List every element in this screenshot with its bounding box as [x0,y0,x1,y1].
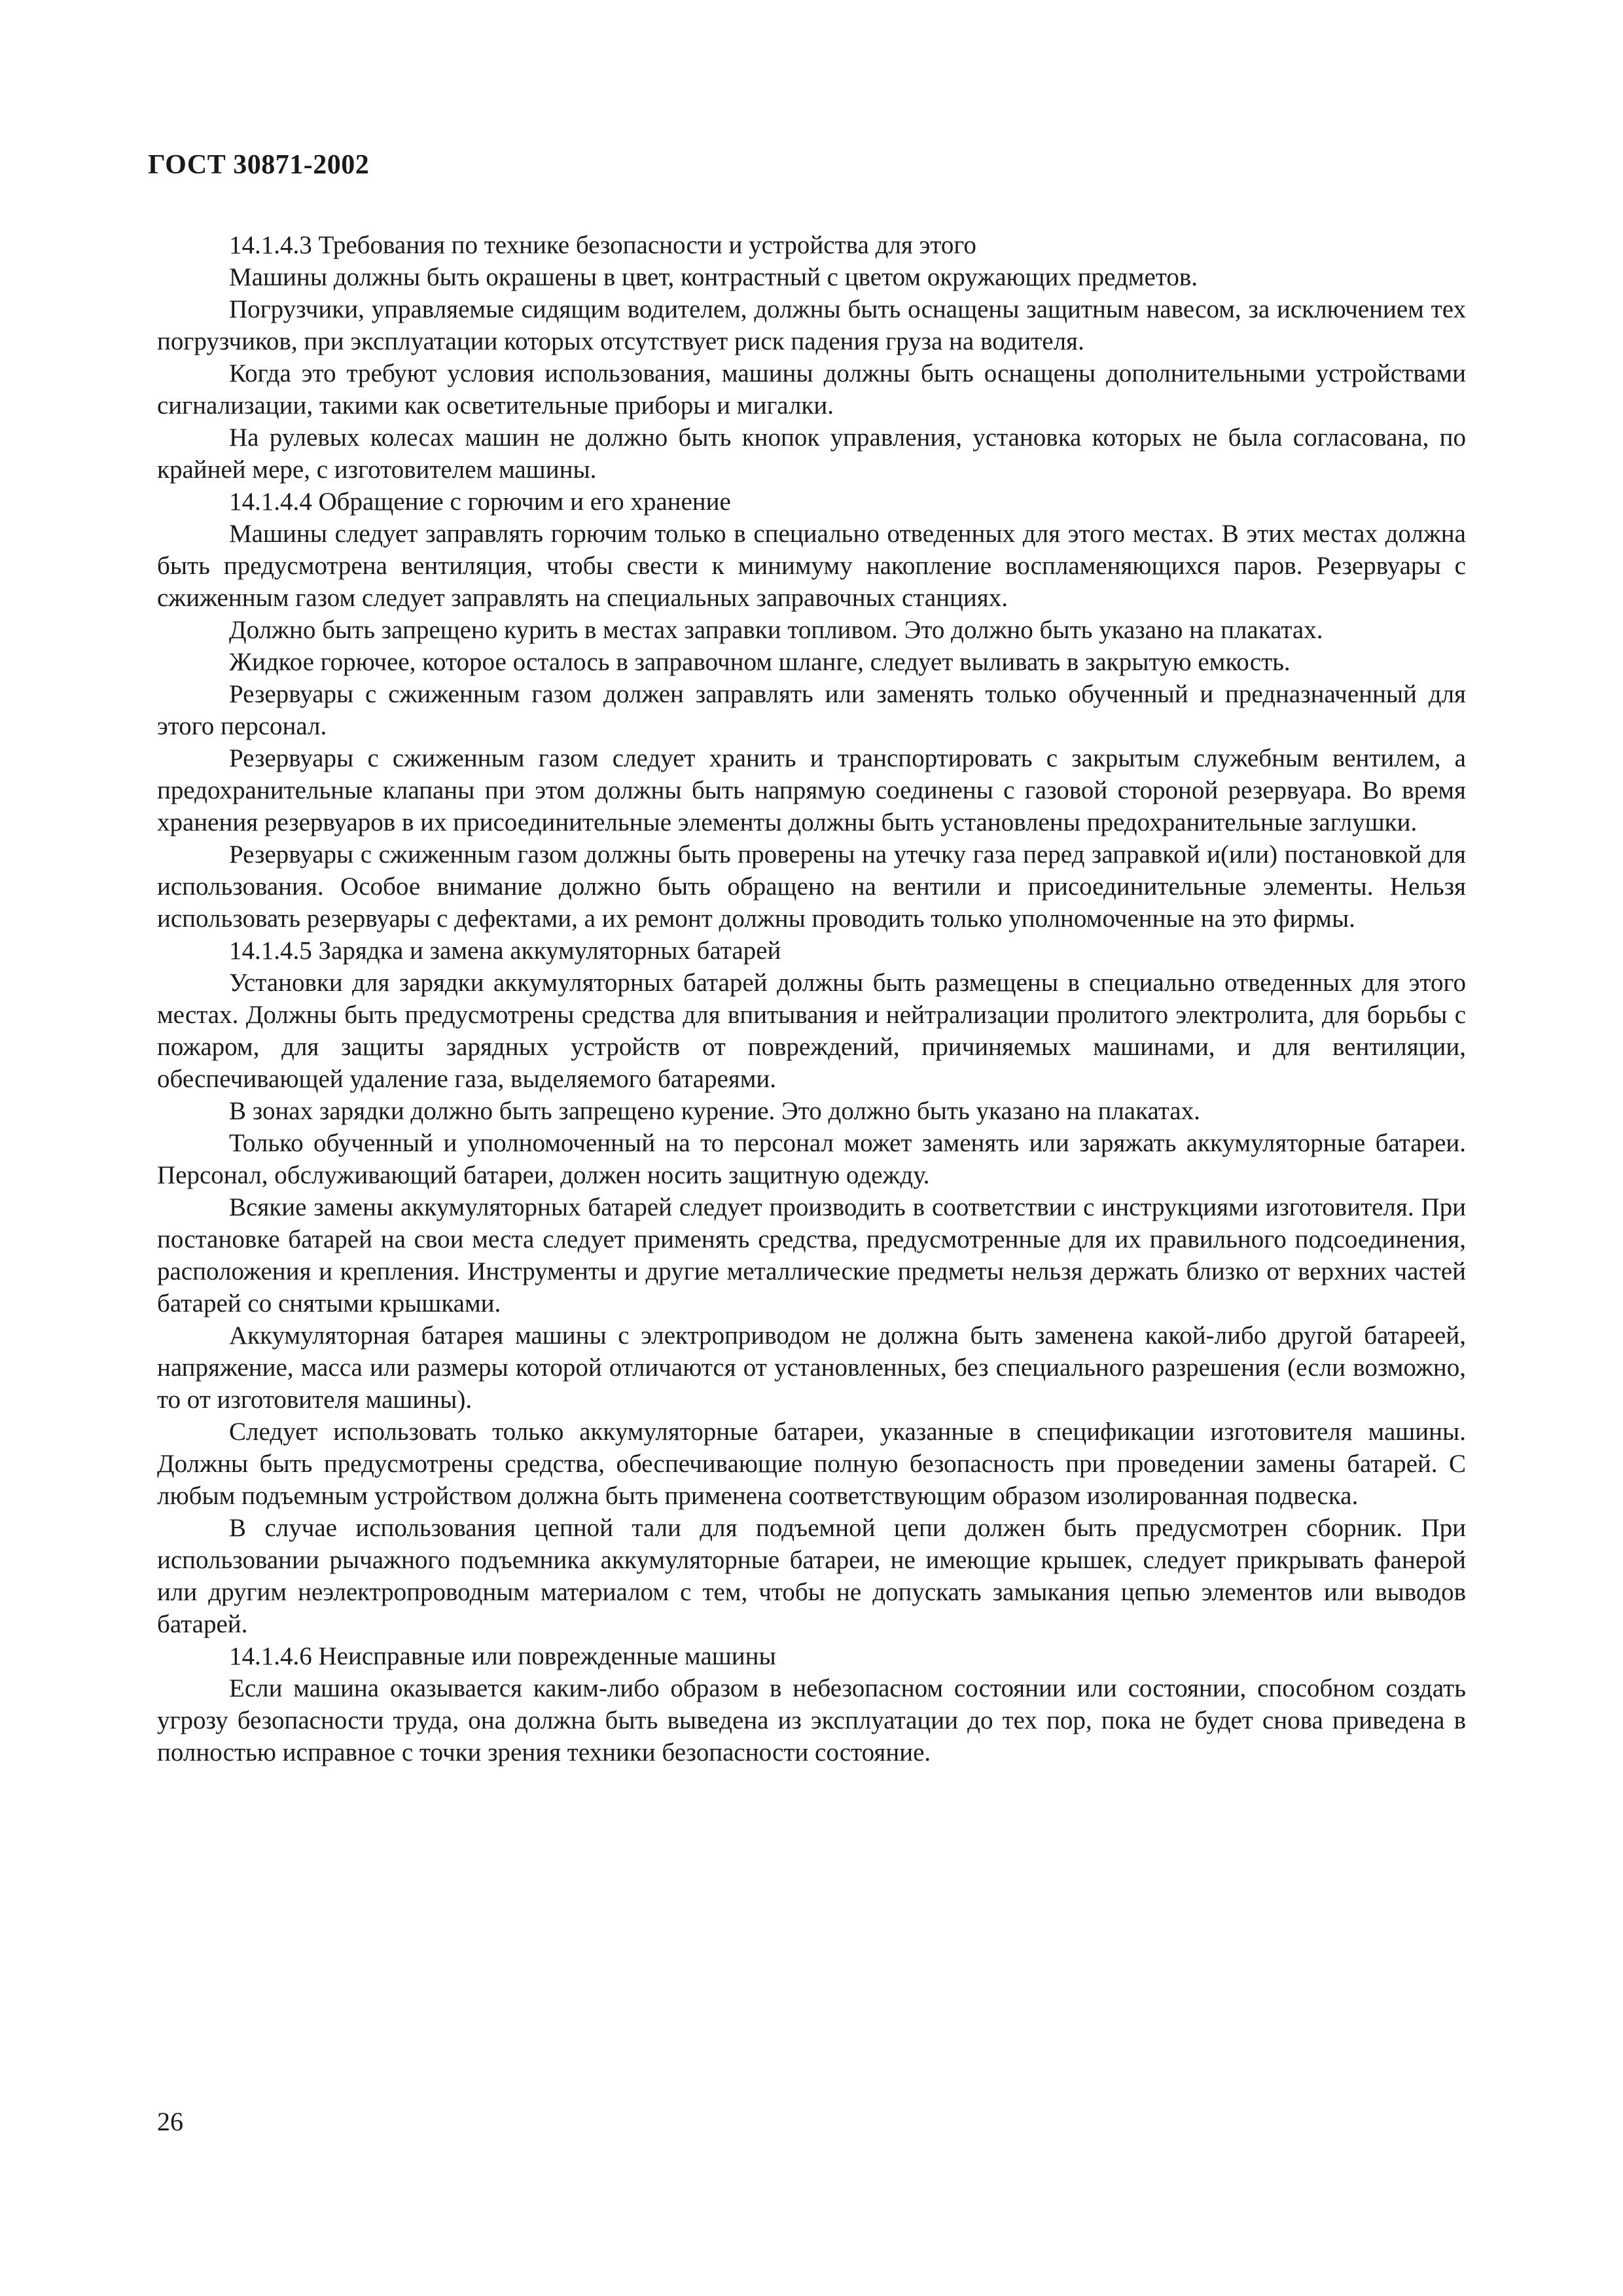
paragraph: Жидкое горючее, которое осталось в заправочном шланге, следует выливать в закрытую емкость. [229,648,1291,676]
section-heading-14-1-4-4: 14.1.4.4 Обращение с горючим и его хранение [229,488,731,516]
document-code-header: ГОСТ 30871-2002 [148,150,370,180]
paragraph: Аккумуляторная батарея машины с электроприводом не должна быть заменена какой-либо другой батареей, напряжение, масса или размеры которой отличаются от установленных, без специального разрешения (если возможно, то от изготовителя машины). [157,1321,1466,1414]
paragraph: Только обученный и уполномоченный на то персонал может заменять или заряжать аккумуляторные батареи. Персонал, обслуживающий батареи, должен носить защитную одежду. [157,1129,1466,1189]
paragraph: Резервуары с сжиженным газом должен заправлять или заменять только обученный и предназначенный для этого персонал. [157,680,1466,740]
paragraph: Всякие замены аккумуляторных батарей следует производить в соответствии с инструкциями изготовителя. При постановке батарей на свои места следует применять средства, предусмотренные для их правильного подсоединения, расположения и крепления. Инструменты и другие металлические предметы нельзя держать близко от верхних частей батарей со снятыми крышками. [157,1193,1466,1318]
paragraph: Если машина оказывается каким-либо образом в небезопасном состоянии или состоянии, способном создать угрозу безопасности труда, она должна быть выведена из эксплуатации до тех пор, пока не будет снова приведена в полностью исправное с точки зрения техники безопасности состояние. [157,1674,1466,1767]
section-heading-14-1-4-6: 14.1.4.6 Неисправные или поврежденные машины [229,1642,776,1670]
document-body [157,229,1466,1768]
paragraph: В зонах зарядки должно быть запрещено курение. Это должно быть указано на плакатах. [229,1097,1200,1125]
paragraph: Машины следует заправлять горючим только в специально отведенных для этого местах. В этих местах должна быть предусмотрена вентиляция, чтобы свести к минимуму накопление воспламеняющихся паров. Резервуары с сжиженным газом следует заправлять на специальных заправочных станциях. [157,520,1466,612]
section-heading-14-1-4-5: 14.1.4.5 Зарядка и замена аккумуляторных батарей [229,937,781,965]
section-heading-14-1-4-3: 14.1.4.3 Требования по технике безопасности и устройства для этого [229,231,976,259]
paragraph: В случае использования цепной тали для подъемной цепи должен быть предусмотрен сборник. При использовании рычажного подъемника аккумуляторные батареи, не имеющие крышек, следует прикрывать фанерой или другим неэлектропроводным материалом с тем, чтобы не допускать замыкания цепью элементов или выводов батарей. [157,1514,1466,1638]
paragraph: Следует использовать только аккумуляторные батареи, указанные в спецификации изготовителя машины. Должны быть предусмотрены средства, обеспечивающие полную безопасность при проведении замены батарей. С любым подъемным устройством должна быть применена соответствующим образом изолированная подвеска. [157,1418,1466,1510]
paragraph: На рулевых колесах машин не должно быть кнопок управления, установка которых не была согласована, по крайней мере, с изготовителем машины. [157,423,1466,484]
paragraph: Установки для зарядки аккумуляторных батарей должны быть размещены в специально отведенных для этого местах. Должны быть предусмотрены средства для впитывания и нейтрализации пролитого электролита, для борьбы с пожаром, для защиты зарядных устройств от повреждений, причиняемых машинами, и для вентиляции, обеспечивающей удаление газа, выделяемого батареями. [157,969,1466,1093]
page-number: 26 [157,2107,183,2136]
paragraph: Резервуары с сжиженным газом должны быть проверены на утечку газа перед заправкой и(или) постановкой для использования. Особое внимание должно быть обращено на вентили и присоединительные элементы. Нельзя использовать резервуары с дефектами, а их ремонт должны проводить только уполномоченные на это фирмы. [157,840,1466,933]
paragraph: Должно быть запрещено курить в местах заправки топливом. Это должно быть указано на плакатах. [229,616,1323,644]
paragraph: Машины должны быть окрашены в цвет, контрастный с цветом окружающих предметов. [229,263,1198,291]
paragraph: Погрузчики, управляемые сидящим водителем, должны быть оснащены защитным навесом, за исключением тех погрузчиков, при эксплуатации которых отсутствует риск падения груза на водителя. [157,295,1466,355]
paragraph: Резервуары с сжиженным газом следует хранить и транспортировать с закрытым служебным вентилем, а предохранительные клапаны при этом должны быть напрямую соединены с газовой стороной резервуара. Во время хранения резервуаров в их присоединительные элементы должны быть установлены предохранительные заглушки. [157,744,1466,836]
paragraph: Когда это требуют условия использования, машины должны быть оснащены дополнительными устройствами сигнализации, такими как осветительные приборы и мигалки. [157,359,1466,420]
